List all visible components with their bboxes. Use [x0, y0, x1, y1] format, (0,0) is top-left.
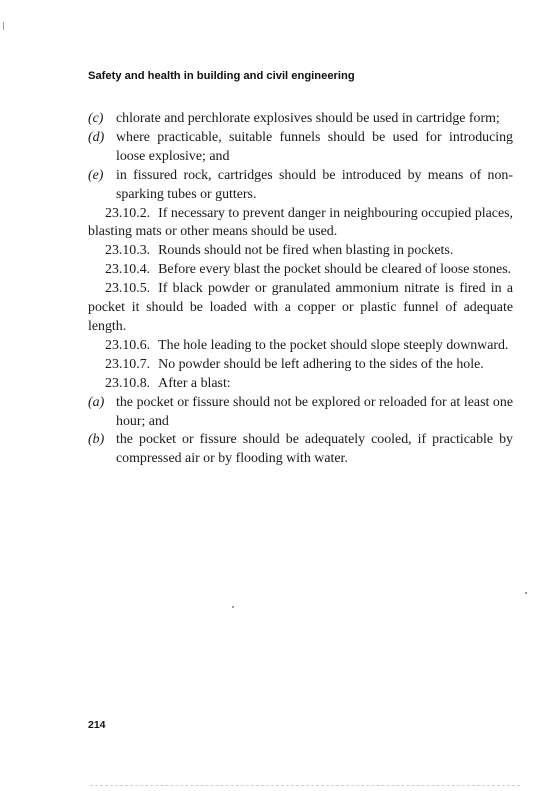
list-item-text: where practicable, suitable funnels should be used for introducing loose explosive; and [116, 129, 513, 164]
paragraph-number: 23.10.2. [105, 205, 151, 221]
paragraph-23-10-7 [88, 356, 513, 375]
paragraph-23-10-3 [88, 242, 513, 261]
list-item-label: (d) [88, 129, 105, 145]
list-item-text: in fissured rock, cartridges should be introduced by means of non-sparking tubes or gutters. [116, 167, 513, 202]
paragraph-23-10-4 [88, 261, 513, 280]
paragraph-number: 23.10.5. [105, 281, 151, 297]
list-item-label: (c) [88, 111, 104, 126]
paragraph-text: No powder should be left adhering to the sides of the hole. [158, 356, 484, 372]
list-item-a [88, 394, 513, 432]
list-item-label: (a) [88, 394, 105, 410]
scan-speck [3, 22, 4, 30]
list-item-b [88, 431, 513, 469]
paragraph-number: 23.10.6. [105, 337, 151, 353]
list-item-c [88, 110, 513, 129]
paragraph-text: Rounds should not be fired when blasting in pockets. [158, 243, 454, 259]
paragraph-number: 23.10.7. [105, 356, 151, 372]
paragraph-23-10-2 [88, 205, 513, 243]
paragraph-number: 23.10.4. [105, 262, 151, 278]
paragraph-text: If black powder or granulated ammonium nitrate is fired in a pocket it should be loaded with a copper or plastic funnel of adequate length. [88, 281, 513, 334]
list-item-label: (b) [88, 432, 105, 448]
list-item-text: the pocket or fissure should be adequately cooled, if practicable by compressed air or by flooding with water. [116, 432, 513, 467]
paragraph-23-10-5 [88, 280, 513, 337]
scan-edge [90, 785, 520, 787]
list-item-e [88, 167, 513, 205]
paragraph-23-10-8 [88, 375, 513, 394]
paragraph-text: If necessary to prevent danger in neighbouring occupied places, blasting mats or other means should be used. [88, 205, 513, 240]
paragraph-number: 23.10.3. [105, 243, 151, 259]
paragraph-text: After a blast: [158, 375, 231, 391]
list-item-text: chlorate and perchlorate explosives should be used in cartridge form; [116, 111, 500, 126]
paragraph-text: The hole leading to the pocket should slope steeply downward. [158, 337, 509, 353]
list-item-text: the pocket or fissure should not be explored or reloaded for at least one hour; and [116, 394, 513, 429]
running-header: Safety and health in building and civil engineering [88, 70, 355, 82]
scan-speck [232, 606, 234, 608]
list-item-label: (e) [88, 167, 104, 183]
page-number: 214 [88, 719, 106, 731]
list-item-d [88, 129, 513, 167]
scan-speck [525, 592, 527, 594]
paragraph-23-10-6 [88, 337, 513, 356]
paragraph-number: 23.10.8. [105, 375, 151, 391]
page-body [88, 110, 513, 469]
paragraph-text: Before every blast the pocket should be cleared of loose stones. [158, 262, 512, 278]
